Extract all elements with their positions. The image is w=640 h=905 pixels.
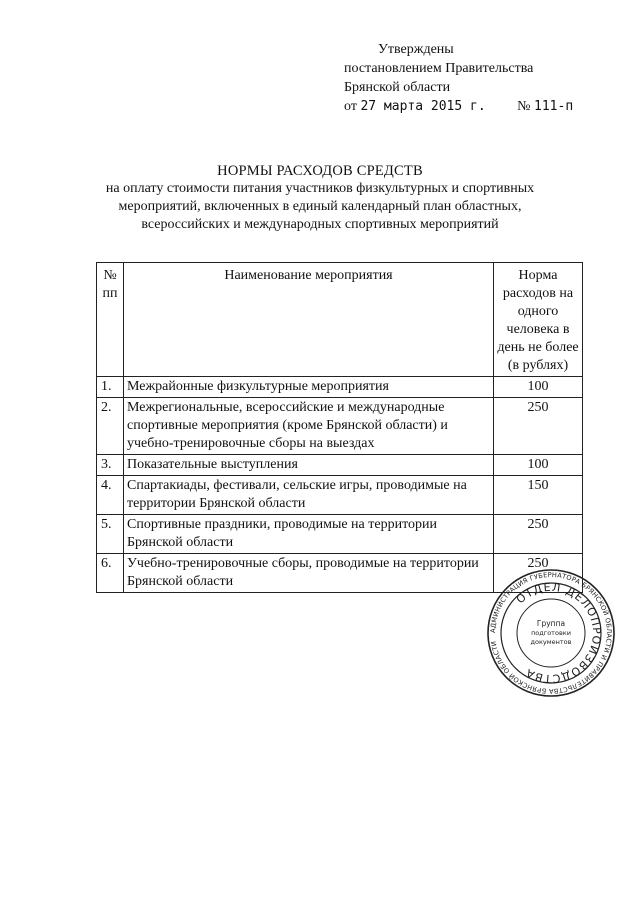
- row-value: 250: [494, 554, 583, 593]
- row-value: 100: [494, 455, 583, 476]
- approval-date-line: [344, 97, 614, 116]
- approval-block: [344, 40, 614, 116]
- approval-line-region: Брянской области: [344, 80, 451, 95]
- seal-outer-text: АДМИНИСТРАЦИЯ ГУБЕРНАТОРА БРЯНСКОЙ ОБЛАСТИ И ПРАВИТЕЛЬСТВА БРЯНСКОЙ ОБЛАСТИ: [488, 570, 614, 696]
- table-row: [97, 515, 583, 554]
- row-value: 250: [494, 515, 583, 554]
- seal-inner-line-3: документов: [530, 638, 572, 646]
- document-title-block: [92, 162, 548, 234]
- header-name: Наименование мероприятия: [124, 263, 494, 377]
- approval-date: 27 марта 2015 г.: [360, 99, 486, 114]
- row-name: Спортивные праздники, проводимые на территории Брянской области: [124, 515, 494, 554]
- document-subtitle-line-1: на оплату стоимости питания участников физкультурных и спортивных: [105, 181, 535, 196]
- table-row: [97, 398, 583, 455]
- table-row: [97, 455, 583, 476]
- document-subtitle-line-2: мероприятий, включенных в единый календарный план областных,: [118, 199, 522, 214]
- row-num: 1.: [97, 377, 124, 398]
- row-num: 6.: [97, 554, 124, 593]
- seal-inner-line-1: Группа: [536, 619, 566, 628]
- table-row: [97, 377, 583, 398]
- approval-number-prefix: №: [517, 99, 531, 114]
- row-num: 2.: [97, 398, 124, 455]
- table-header-row: [97, 263, 583, 377]
- seal-middle-text: ОТДЕЛ ДЕЛОПРОИЗВОДСТВА: [513, 580, 604, 686]
- row-value: 150: [494, 476, 583, 515]
- approval-number: 111-п: [534, 99, 574, 114]
- row-name: Межрегиональные, всероссийские и международные спортивные мероприятия (кроме Брянской области) и учебно-тренировочные сборы на выездах: [124, 398, 494, 455]
- row-name: Спартакиады, фестивали, сельские игры, проводимые на территории Брянской области: [124, 476, 494, 515]
- header-norm: Норма расходов на одного человека в день не более (в рублях): [494, 263, 583, 377]
- document-subtitle-line-3: всероссийских и международных спортивных мероприятий: [141, 217, 499, 232]
- document-title: НОРМЫ РАСХОДОВ СРЕДСТВ: [217, 163, 423, 179]
- norms-table: [96, 262, 583, 593]
- row-num: 5.: [97, 515, 124, 554]
- row-num: 3.: [97, 455, 124, 476]
- seal-graphic: [486, 568, 616, 698]
- row-name: Межрайонные физкультурные мероприятия: [124, 377, 494, 398]
- header-num: № пп: [97, 263, 124, 377]
- row-name: Показательные выступления: [124, 455, 494, 476]
- office-seal-stamp: [486, 568, 616, 698]
- approval-line-approved: Утверждены: [378, 42, 454, 57]
- seal-inner-line-2: подготовки: [531, 629, 571, 637]
- approval-date-prefix: от: [344, 99, 357, 114]
- row-value: 100: [494, 377, 583, 398]
- row-value: 250: [494, 398, 583, 455]
- table-row: [97, 476, 583, 515]
- approval-line-resolution: постановлением Правительства: [344, 61, 534, 76]
- row-name: Учебно-тренировочные сборы, проводимые на территории Брянской области: [124, 554, 494, 593]
- row-num: 4.: [97, 476, 124, 515]
